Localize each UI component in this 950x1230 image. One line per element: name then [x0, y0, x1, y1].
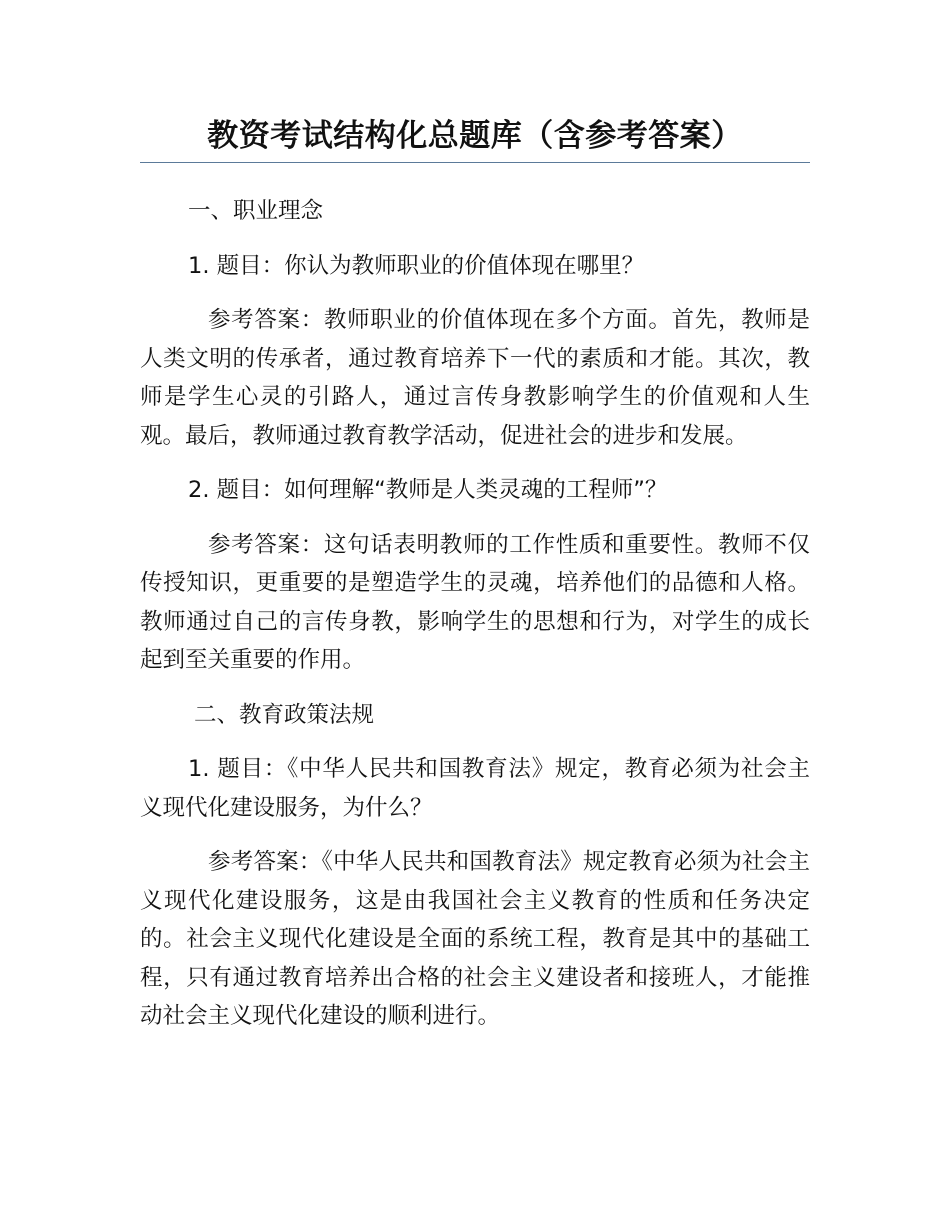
question-2-1: 1. 题目：《中华人民共和国教育法》规定，教育必须为社会主义现代化建设服务，为什么？ — [140, 756, 810, 821]
document-body — [140, 192, 810, 1052]
question-1-1: 1. 题目：你认为教师职业的价值体现在哪里？ — [188, 252, 645, 279]
answer-1-2: 参考答案：这句话表明教师的工作性质和重要性。教师不仅传授知识，更重要的是塑造学生的灵魂，培养他们的品德和人格。教师通过自己的言传身教，影响学生的思想和行为，对学生的成长起到至关重要的作用。 — [140, 531, 810, 673]
answer-1-1: 参考答案：教师职业的价值体现在多个方面。首先，教师是人类文明的传承者，通过教育培养下一代的素质和才能。其次，教师是学生心灵的引路人，通过言传身教影响学生的价值观和人生观。最后，教师通过教育教学活动，促进社会的进步和发展。 — [140, 307, 810, 449]
question-1-2: 2. 题目：如何理解“教师是人类灵魂的工程师”？ — [188, 477, 668, 503]
section-heading-education-law: 二、教育政策法规 — [194, 701, 375, 728]
document-page — [140, 0, 810, 1230]
document-title: 教资考试结构化总题库（含参考答案） — [207, 118, 743, 154]
title-underline — [140, 162, 810, 163]
section-heading-career-philosophy: 一、职业理念 — [188, 198, 324, 224]
answer-2-1: 参考答案：《中华人民共和国教育法》规定教育必须为社会主义现代化建设服务，这是由我国社会主义教育的性质和任务决定的。社会主义现代化建设是全面的系统工程，教育是其中的基础工程，只有通过教育培养出合格的社会主义建设者和接班人，才能推动社会主义现代化建设的顺利进行。 — [140, 849, 810, 1029]
